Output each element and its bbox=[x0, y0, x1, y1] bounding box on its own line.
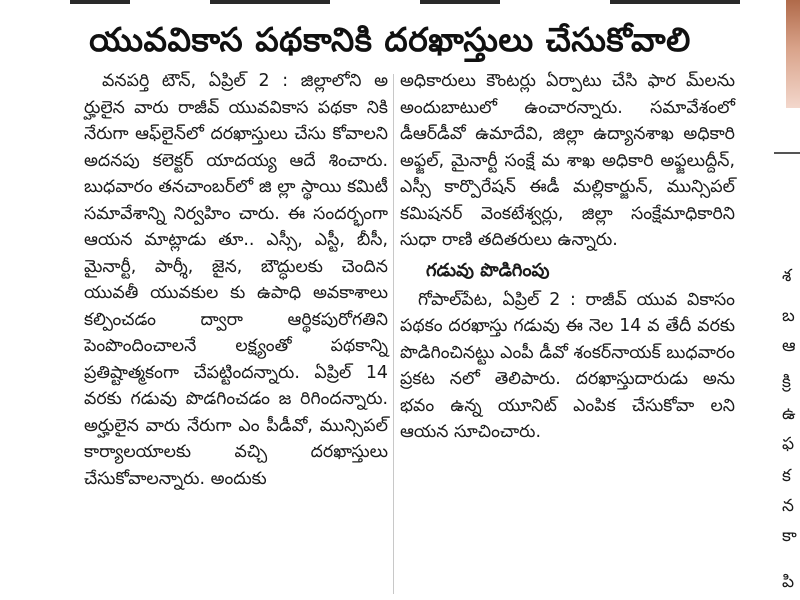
cut-off-previous-line bbox=[0, 0, 760, 8]
column-divider bbox=[393, 74, 394, 594]
adjacent-fragment: పి bbox=[782, 572, 795, 592]
adjacent-fragment: శ bbox=[782, 266, 792, 286]
adjacent-fragment: ఆ bbox=[782, 336, 796, 356]
adjacent-fragment: బ bbox=[782, 306, 795, 326]
adjacent-fragment: క్రి bbox=[782, 372, 791, 392]
adjacent-fragment: ఫ bbox=[782, 434, 795, 454]
article-headline: యువవికాస పథకానికి దరఖాస్తులు చేసుకోవాలి bbox=[89, 20, 691, 59]
adjacent-photo-corner bbox=[786, 0, 800, 108]
adjacent-fragment: క bbox=[782, 466, 791, 486]
adjacent-article-edge bbox=[752, 0, 800, 600]
article-paragraph-3: గోపాల్‌పేట, ఏప్రిల్ 2 : రాజీవ్ యువ వికాసం పథకం దరఖాస్తు గడువు ఈ నెల 14 వ తేదీ వరకు పొడిగించినట్టు ఎంపీ డీవో శంకర్‌నాయక్ బుధవారం ప్రకట నలో తెలిపారు. దరఖాస్తుదారుడు అను భవం ఉన్న యూనిట్ ఎంపిక చేసుకోవా లని ఆయన సూచించారు. bbox=[400, 289, 735, 442]
adjacent-fragment: ఉ bbox=[782, 404, 796, 424]
article-paragraph-2: అధికారులు కౌంటర్లు ఏర్పాటు చేసి ఫార మ్‌లను అందుబాటులో ఉంచారన్నారు. సమావేశంలో డీఆర్‌డీవో ఉమాదేవి, జిల్లా ఉద్యానశాఖ అధికారి అఫ్జల్, మైనార్టీ సంక్షే మ శాఖ అధికారి అఫ్జలుద్దీన్, ఎస్సీ కార్పొరేషన్ ఈడీ మల్లికార్జున్, మున్సిపల్ కమిషనర్ వెంకటేశ్వర్లు, జిల్లా సంక్షేమాధికారిని సుధా రాణి తదితరులు ఉన్నారు. bbox=[400, 71, 735, 250]
article-column-right bbox=[400, 68, 735, 446]
adjacent-fragment: కా bbox=[782, 526, 797, 546]
article-column-left bbox=[84, 68, 388, 492]
adjacent-fragment: న bbox=[782, 496, 794, 516]
article-paragraph-1: వనపర్తి టౌన్, ఏప్రిల్ 2 : జిల్లాలోని అ ర్హులైన వారు రాజీవ్ యువవికాస పథకా నికి నేరుగా ఆఫ్‌లైన్‌లో దరఖాస్తులు చేసు కోవాలని అదనపు కలెక్టర్ యాదయ్య ఆదే శించారు. బుధవారం తనచాంబర్‌లో జి ల్లా స్థాయి కమిటీ సమావేశాన్ని నిర్వహిం చారు. ఈ సందర్భంగా ఆయన మాట్లాడు తూ.. ఎస్సీ, ఎస్టీ, బీసీ, మైనార్టీ, పార్శీ, జైన, బౌద్ధులకు చెందిన యువతీ యువకుల కు ఉపాధి అవకాశాలు కల్పించడం ద్వారా ఆర్థికపురోగతిని పెంపొందించాలనే లక్ష్యంతో పథకాన్ని ప్రతిష్టాత్మకంగా చేపట్టిందన్నారు. ఏప్రిల్ 14 వరకు గడువు పొడగించడం జ రిగిందన్నారు. అర్హులైన వారు నేరుగా ఎం పీడీవో, మున్సిపల్ కార్యాలయాలకు వచ్చి దరఖాస్తులు చేసుకోవాలన్నారు. అందుకు bbox=[84, 71, 388, 489]
article-subheading: గడువు పొడిగింపు bbox=[426, 259, 550, 281]
adjacent-divider bbox=[774, 152, 800, 154]
